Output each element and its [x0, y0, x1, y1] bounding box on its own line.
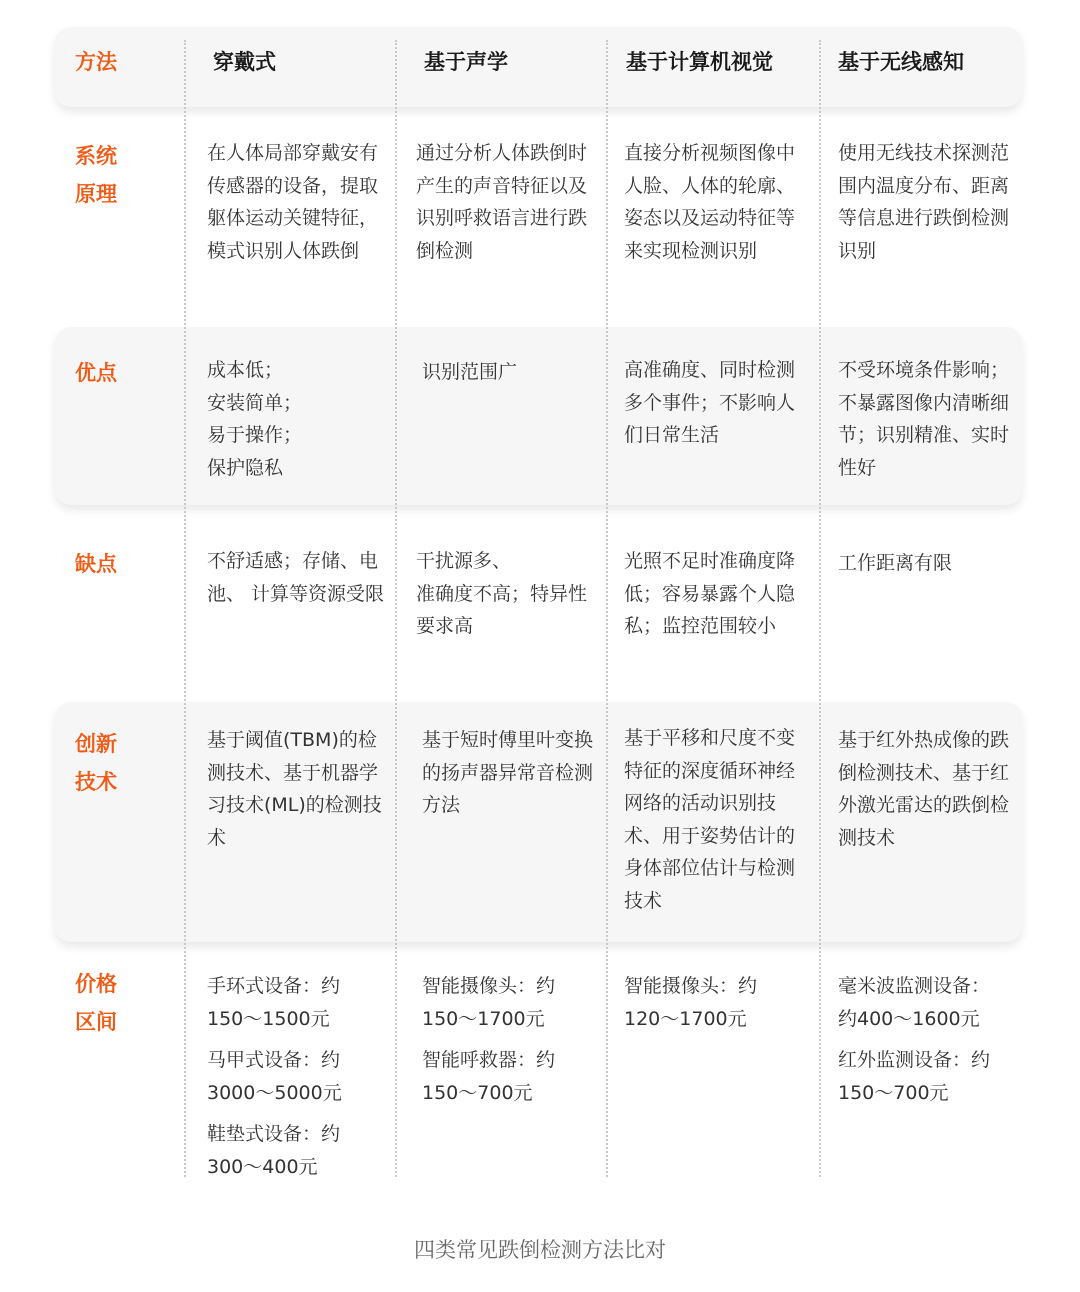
row-label-principle: 系统 原理 — [75, 144, 117, 206]
cell-advantages-wireless: 不受环境条件影响；不暴露图像内清晰细节；识别精准、实时性好 — [838, 359, 1010, 479]
cell-principle-vision: 直接分析视频图像中人脸、人体的轮廓、姿态以及运动特征等来实现检测识别 — [624, 142, 796, 262]
price-item-label: 智能摄像头：约 — [624, 975, 758, 997]
cell-disadvantages-vision: 光照不足时准确度降低；容易暴露个人隐私；监控范围较小 — [624, 550, 796, 637]
cell-advantages-acoustic: 识别范围广 — [422, 361, 518, 383]
cell-innovation-wearable: 基于阈值(TBM)的检测技术、基于机器学习技术(ML)的检测技术 — [207, 729, 382, 849]
cell-principle-acoustic: 通过分析人体跌倒时产生的声音特征以及识别呼救语言进行跌倒检测 — [416, 142, 588, 262]
cell-advantages-wearable: 成本低； 安装简单； 易于操作； 保护隐私 — [207, 359, 303, 479]
column-divider — [606, 40, 608, 1177]
price-item-range: 150〜700元 — [422, 1081, 533, 1104]
header-wearable: 穿戴式 — [213, 50, 276, 74]
cell-disadvantages-wireless: 工作距离有限 — [838, 552, 953, 574]
header-wireless: 基于无线感知 — [838, 50, 964, 74]
price-item-label: 鞋垫式设备：约 — [207, 1123, 341, 1145]
cell-disadvantages-wearable: 不舒适感；存储、电池、 计算等资源受限 — [207, 550, 385, 605]
cell-innovation-acoustic: 基于短时傅里叶变换的扬声器异常音检测方法 — [422, 729, 594, 816]
cell-principle-wireless: 使用无线技术探测范围内温度分布、距离等信息进行跌倒检测识别 — [838, 142, 1010, 262]
price-item-range: 120〜1700元 — [624, 1007, 747, 1030]
column-divider — [184, 40, 186, 1177]
price-item-label: 手环式设备：约 — [207, 975, 341, 997]
cell-price-acoustic — [422, 970, 600, 1109]
cell-price-vision — [624, 970, 802, 1035]
price-item-label: 智能呼救器：约 — [422, 1049, 556, 1071]
cell-price-wearable — [207, 970, 385, 1183]
price-item-range: 3000〜5000元 — [207, 1081, 342, 1104]
cell-disadvantages-acoustic: 干扰源多、 准确度不高；特异性要求高 — [416, 550, 588, 637]
header-method-label: 方法 — [75, 50, 117, 74]
price-item-range: 300〜400元 — [207, 1155, 318, 1178]
price-item-range: 150〜700元 — [838, 1081, 949, 1104]
column-divider — [395, 40, 397, 1177]
cell-innovation-wireless: 基于红外热成像的跌倒检测技术、基于红外激光雷达的跌倒检测技术 — [838, 729, 1010, 849]
price-item-label: 毫米波监测设备： — [838, 975, 991, 997]
price-item-range: 150〜1500元 — [207, 1007, 330, 1030]
table-caption: 四类常见跌倒检测方法比对 — [414, 1238, 666, 1262]
price-item-label: 智能摄像头：约 — [422, 975, 556, 997]
cell-innovation-vision: 基于平移和尺度不变特征的深度循环神经网络的活动识别技术、用于姿势估计的身体部位估计与检测技术 — [624, 727, 796, 912]
price-item-label: 红外监测设备：约 — [838, 1049, 991, 1071]
row-label-disadvantages: 缺点 — [75, 552, 117, 576]
cell-advantages-vision: 高准确度、同时检测多个事件；不影响人们日常生活 — [624, 359, 796, 446]
price-item-range: 约400〜1600元 — [838, 1007, 980, 1030]
price-item-label: 马甲式设备：约 — [207, 1049, 341, 1071]
row-label-advantages: 优点 — [75, 361, 117, 385]
price-item-range: 150〜1700元 — [422, 1007, 545, 1030]
row-label-innovation: 创新 技术 — [75, 732, 117, 794]
row-label-price: 价格 区间 — [75, 972, 117, 1034]
column-divider — [819, 40, 821, 1177]
cell-price-wireless — [838, 970, 1016, 1109]
header-acoustic: 基于声学 — [424, 50, 508, 74]
header-vision: 基于计算机视觉 — [626, 50, 773, 74]
cell-principle-wearable: 在人体局部穿戴安有传感器的设备，提取躯体运动关键特征，模式识别人体跌倒 — [207, 142, 379, 262]
